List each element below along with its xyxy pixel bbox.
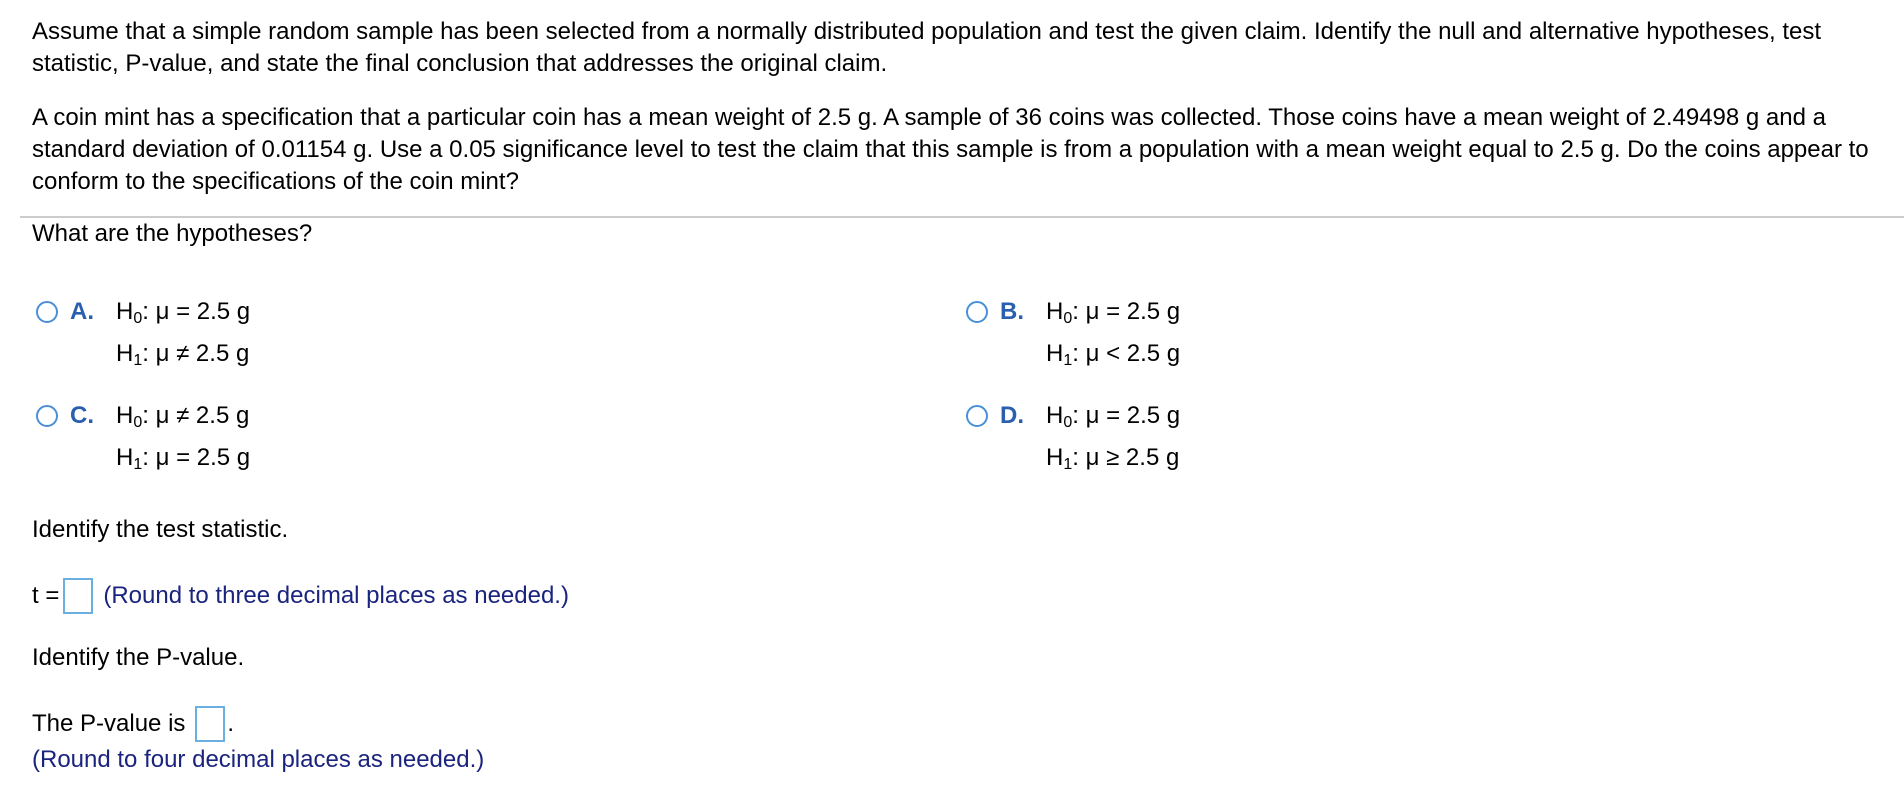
p-value-period: . [227, 710, 235, 737]
option-a-hypotheses [116, 291, 250, 375]
option-b-alternative: $H_1$: μ < 2.5 g [1046, 340, 1181, 369]
option-c-alternative: $H_1$: μ = 2.5 g [116, 444, 251, 473]
option-c-radio[interactable] [36, 405, 58, 427]
option-a-alternative: $H_1$: μ ≠ 2.5 g [116, 340, 250, 369]
p-value-label: The P-value is [32, 710, 186, 737]
problem-statement [32, 16, 1882, 220]
option-d-radio[interactable] [966, 405, 988, 427]
option-b-radio[interactable] [966, 301, 988, 323]
hypotheses-question: What are the hypotheses? [32, 220, 313, 247]
test-statistic-input[interactable] [63, 578, 93, 614]
test-statistic-question: Identify the test statistic. [32, 516, 289, 543]
test-statistic-row [32, 578, 569, 614]
option-d-alternative: $H_1$: μ ≥ 2.5 g [1046, 444, 1180, 473]
option-a-radio[interactable] [36, 301, 58, 323]
option-b-letter: B. [1000, 298, 1024, 325]
option-c-letter: C. [70, 402, 94, 429]
test-statistic-label: t = [32, 582, 60, 609]
test-statistic-hint: (Round to three decimal places as needed.) [103, 582, 569, 609]
p-value-row [32, 706, 234, 742]
option-c-hypotheses [116, 395, 250, 479]
option-c-null: $H_0$: μ ≠ 2.5 g [116, 402, 250, 431]
p-value-question: Identify the P-value. [32, 644, 245, 671]
option-d-letter: D. [1000, 402, 1024, 429]
option-b[interactable] [966, 296, 1180, 375]
option-b-hypotheses [1046, 291, 1180, 375]
option-a[interactable] [36, 296, 250, 375]
p-value-input[interactable] [195, 706, 225, 742]
option-a-letter: A. [70, 298, 94, 325]
p-value-hint: (Round to four decimal places as needed.) [32, 746, 485, 773]
option-a-null: $H_0$: μ = 2.5 g [116, 298, 251, 327]
instructions-text: Assume that a simple random sample has been selected from a normally distributed population and test the given claim. Identify the null and alternative hypotheses, test statistic, P-value, and state the final conclusion that addresses the original claim. [32, 18, 1821, 77]
option-d-null: $H_0$: μ = 2.5 g [1046, 402, 1181, 431]
option-d-hypotheses [1046, 395, 1180, 479]
option-b-null: $H_0$: μ = 2.5 g [1046, 298, 1181, 327]
option-d[interactable] [966, 400, 1180, 479]
problem-text: A coin mint has a specification that a particular coin has a mean weight of 2.5 g. A sample of 36 coins was collected. Those coins have a mean weight of 2.49498 g and a standard deviation of 0.01154 g. Use a 0.05 significance level to test the claim that this sample is from a population with a mean weight equal to 2.5 g. Do the coins appear to conform to the specifications of the coin mint? [32, 104, 1869, 195]
option-c[interactable] [36, 400, 250, 479]
